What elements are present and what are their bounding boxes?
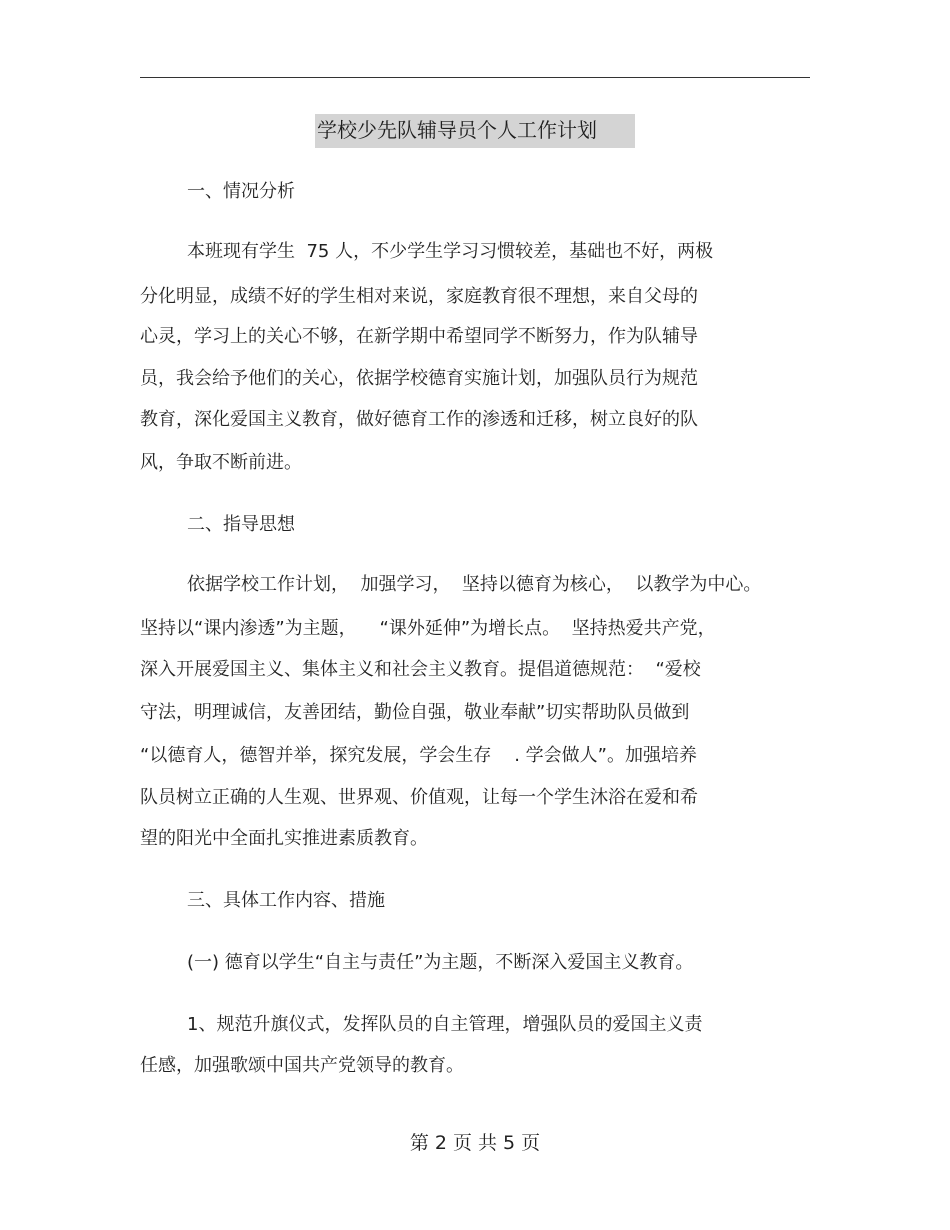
section-3-subheading: (一) 德育以学生“自主与责任”为主题，不断深入爱国主义教育。 [187, 952, 694, 973]
section-2-line: 深入开展爱国主义、集体主义和社会主义教育。提倡道德规范： “爱校 [140, 659, 701, 680]
section-1-line: 教育，深化爱国主义教育，做好德育工作的渗透和迁移，树立良好的队 [140, 409, 698, 430]
section-1-line: 本班现有学生 75 人，不少学生学习习惯较差，基础也不好，两极 [187, 241, 714, 262]
section-1-line: 风，争取不断前进。 [140, 452, 302, 473]
section-2-line: 依据学校工作计划， 加强学习， 坚持以德育为核心， 以教学为中心。 [187, 574, 762, 595]
section-2-line: “以德育人，德智并举，探究发展，学会生存 . 学会做人”。加强培养 [140, 745, 697, 766]
document-title: 学校少先队辅导员个人工作计划 [315, 114, 635, 148]
title-container [0, 114, 950, 148]
section-1-line: 心灵，学习上的关心不够，在新学期中希望同学不断努力，作为队辅导 [140, 326, 698, 347]
section-3-heading: 三、具体工作内容、措施 [187, 890, 385, 911]
section-2-line: 队员树立正确的人生观、世界观、价值观，让每一个学生沐浴在爱和希 [140, 787, 698, 808]
section-2-line: 守法，明理诚信，友善团结，勤俭自强，敬业奉献”切实帮助队员做到 [140, 702, 690, 723]
section-3-item-line: 1、规范升旗仪式，发挥队员的自主管理，增强队员的爱国主义责 [187, 1014, 703, 1035]
section-3-item-line: 任感，加强歌颂中国共产党领导的教育。 [140, 1055, 464, 1076]
section-1-line: 分化明显，成绩不好的学生相对来说，家庭教育很不理想，来自父母的 [140, 286, 698, 307]
section-2-line: 望的阳光中全面扎实推进素质教育。 [140, 828, 428, 849]
section-2-line: 坚持以“课内渗透”为主题， “课外延伸”为增长点。 坚持热爱共产党， [140, 618, 716, 639]
section-2-heading: 二、指导思想 [187, 514, 295, 535]
header-rule [140, 77, 810, 78]
section-1-line: 员，我会给予他们的关心，依据学校德育实施计划，加强队员行为规范 [140, 368, 698, 389]
page-number-footer: 第 2 页 共 5 页 [409, 1132, 541, 1154]
section-1-heading: 一、情况分析 [187, 181, 295, 202]
